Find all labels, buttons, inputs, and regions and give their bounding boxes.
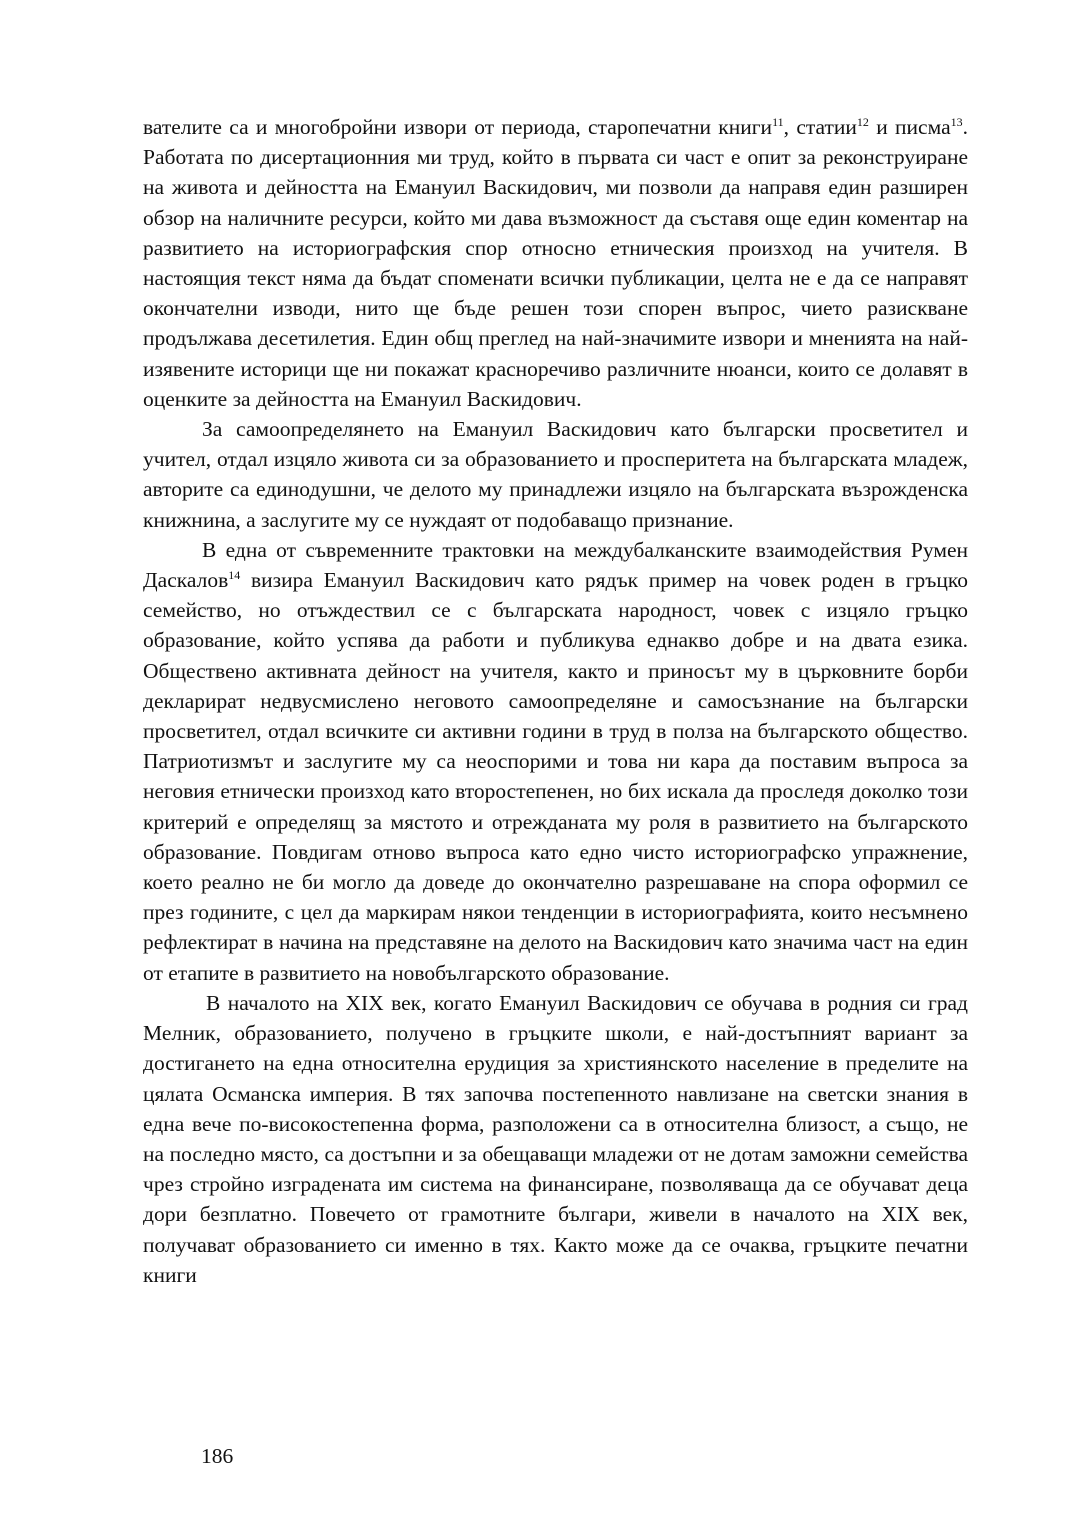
paragraph-2 [143,414,968,535]
footnote-ref-13[interactable]: 13 [950,114,963,129]
body-text [143,112,968,1290]
paragraph-text: , статии [783,115,857,139]
paragraph-text: вателите са и многобройни извори от периода, старопечатни книги [143,115,773,139]
paragraph-text: За самоопределянето на Емануил Васкидович като български просветител и учител, отдал изцяло живота си за образованието и просперитета на българската младеж, авторите са единодушни, че делото му принадлежи изцяло на българската възрожденска книжнина, а заслугите му се нуждаят от подобаващо признание. [143,417,968,532]
page-number: 186 [201,1444,234,1468]
paragraph-text: В началото на XIX век, когато Емануил Васкидович се обучава в родния си град Мелник, образованието, получено в гръцките школи, е най-достъпният вариант за достигането на една относителна ерудиция за християнското население в пределите на цялата Османска империя. В тях започва постепенното навлизане на светски знания в една вече по-високостепенна форма, разположени са в относителна близост, а също, не на последно място, са достъпни и за обещаващи младежи от не дотам заможни семейства чрез стройно изградената им система на финансиране, позволяваща да се обучават деца дори безплатно. Повечето от грамотните българи, живели в началото на XIX век, получават образованието си именно в тях. Както може да се очаква, гръцките печатни книги [143,990,968,1287]
paragraph-text: и писма [868,115,951,139]
paragraph-4 [143,988,968,1290]
paragraph-1 [143,112,968,414]
footnote-ref-12[interactable]: 12 [856,114,869,129]
paragraph-3 [143,535,968,988]
paragraph-text: . Работата по дисертационния ми труд, който в първата си част е опит за реконструиране на живота и дейността на Емануил Васкидович, ми позволи да направя един разширен обзор на наличните ресурси, който ми дава възможност да съставя още един коментар на развитието на историографския спор относно етническия произход на учителя. В настоящия текст няма да бъдат споменати всички публикации, целта не е да се направят окончателни изводи, нито ще бъде решен този спорен въпрос, чието разискване продължава десетилетия. Един общ преглед на най-значимите извори и мненията на най-изявените историци ще ни покажат красноречиво различните нюанси, които се долавят в оценките за дейността на Емануил Васкидович. [143,115,968,411]
paragraph-text: визира Емануил Васкидович като рядък пример на човек роден в гръцко семейство, но отъждествил се с българската народност, човек с изцяло гръцко образование, който успява да работи и публикува еднакво добре и на двата езика. Обществено активната дейност на учителя, както и приносът му в църковните борби декларират недвусмислено неговото самоопределяне и самосъзнание на български просветител, отдал всичките си активни години в труд в полза на българското общество. Патриотизмът и заслугите му са неоспорими и това ни кара да поставим въпроса за неговия етнически произход като второстепенен, но бих искала да проследя доколко този критерий е определящ за мястото и отрежданата му роля в развитието на българското образование. Повдигам отново въпроса като едно чисто историографско упражнение, което реално не би могло да доведе до окончателно разрешаване на спора оформил се през годините, с цел да маркирам някои тенденции в историографията, които несъмнено рефлектират в начина на представяне на делото на Васкидович като значима част на един от етапите в развитието на новобългарското образование. [143,568,968,985]
footnote-ref-14[interactable]: 14 [228,567,241,582]
footnote-ref-11[interactable]: 11 [772,114,784,129]
paragraph-text: В една от съвременните трактовки на междубалканските взаимодействия Румен Даскалов [143,537,968,593]
